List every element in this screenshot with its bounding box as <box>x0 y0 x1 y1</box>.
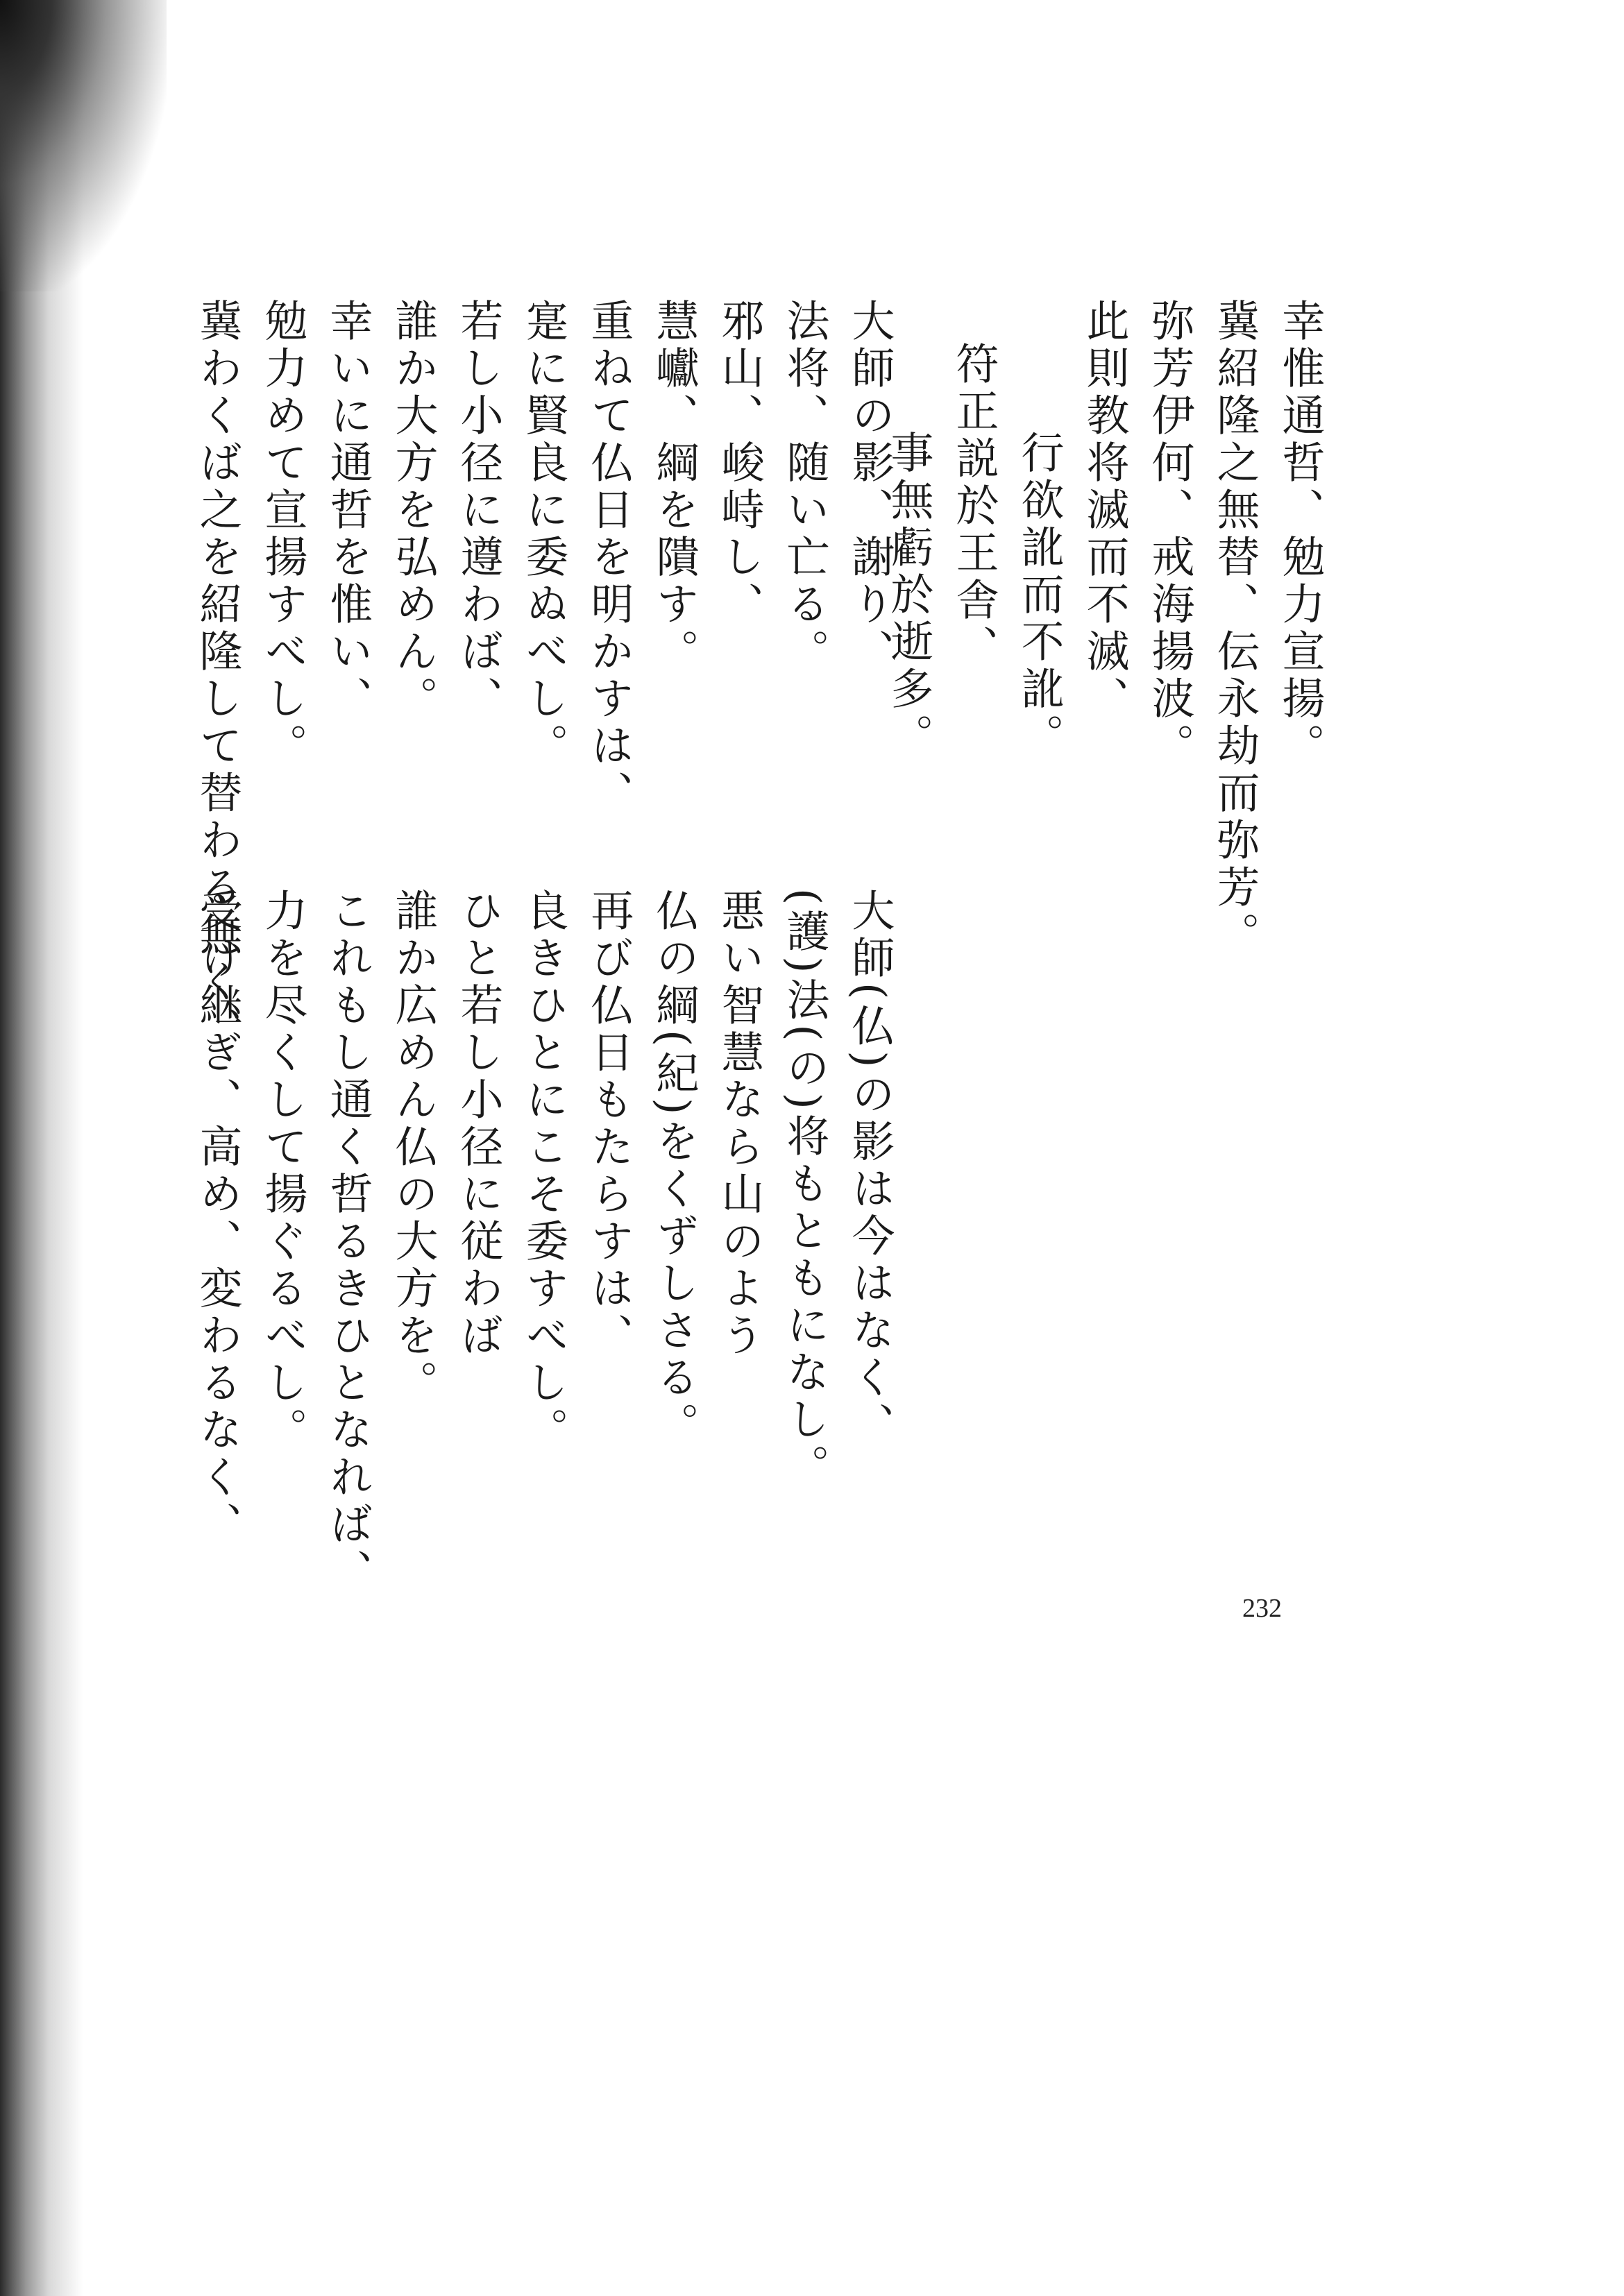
text-line: 冀わくば之を紹隆して替わる無く、 <box>192 298 243 1053</box>
text-line: 受け継ぎ、高め、変わるなく、 <box>192 888 243 1549</box>
text-line: 大師(仏)の影は今はなく、 <box>845 888 895 1449</box>
text-line: 力を尽くして揚ぐるべし。 <box>257 888 308 1454</box>
text-line: 慧巘、綱を隤す。 <box>649 298 700 676</box>
scan-shadow-corner <box>0 0 167 291</box>
text-line: 寔に賢良に委ぬべし。 <box>518 298 569 770</box>
text-line: 此則教将滅而不滅、 <box>1079 298 1130 723</box>
scan-shadow-edge <box>0 0 83 2296</box>
text-line: 邪山、峻峙し、 <box>714 298 765 629</box>
text-line: 弥芳伊何、戒海揚波。 <box>1144 298 1195 770</box>
text-line: 仏の綱(紀)をくずしさる。 <box>649 888 700 1449</box>
text-line: (護)法(の)将もともになし。 <box>779 888 830 1491</box>
text-line: 勉力めて宣揚すべし。 <box>257 298 308 770</box>
text-line: 重ねて仏日を明かすは、 <box>584 298 634 817</box>
text-line: 冀紹隆之無替、伝永劫而弥芳。 <box>1210 298 1260 959</box>
kanbun-text-block <box>876 298 1333 959</box>
text-line: これもし通く哲るきひとなれば、 <box>323 888 373 1596</box>
text-line: 幸いに通哲を惟い、 <box>323 298 373 723</box>
text-line: 若し小径に遵わば、 <box>453 298 504 723</box>
text-line: 再び仏日もたらすは、 <box>584 888 634 1360</box>
text-line: 良きひとにこそ委すべし。 <box>518 888 569 1454</box>
text-line: 行欲訛而不訛。 <box>1014 430 1065 760</box>
text-line: 事無虧於逝多。 <box>883 430 934 760</box>
text-line: 誰か広めん仏の大方を。 <box>388 888 439 1407</box>
text-line: ひと若し小径に従わば <box>453 888 504 1360</box>
text-line: 法将、随い亡る。 <box>779 298 830 676</box>
text-line: 悪い智慧なら山のよう <box>714 888 765 1360</box>
text-line: 誰か大方を弘めん。 <box>388 298 439 723</box>
page-number: 232 <box>1242 1594 1282 1623</box>
text-line: 幸惟通哲、勉力宣揚。 <box>1275 298 1326 770</box>
text-line: 大師の影、謝り、 <box>845 298 895 676</box>
modern-translation-block <box>185 888 902 2151</box>
text-line: 符正説於王舎、 <box>949 341 999 672</box>
